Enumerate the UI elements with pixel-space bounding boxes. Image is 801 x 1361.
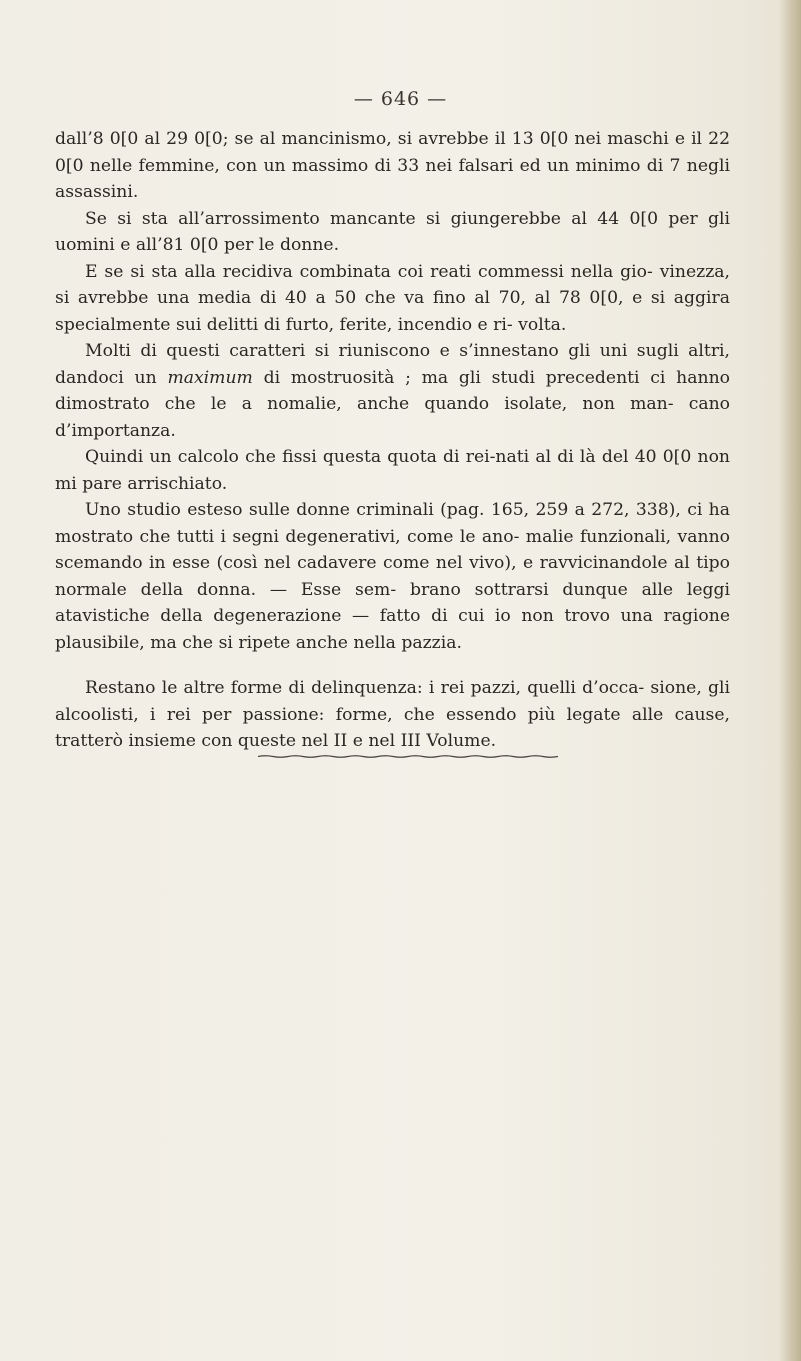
paragraph-7: Restano le altre forme di delinquenza: i rei pazzi, quelli d’occa- sione, gli alcoolisti, i rei per passione: forme, che essendo più legate alle cause, tratterò insieme con queste nel II e nel III Volume. xyxy=(55,678,730,751)
paragraph-1: dall’8 0[0 al 29 0[0; se al mancinismo, si avrebbe il 13 0[0 nei maschi e il 22 0[0 nelle femmine, con un massimo di 33 nei falsari ed un minimo di 7 negli assassini. xyxy=(55,129,730,202)
emphasis-maximum: maximum xyxy=(167,367,253,388)
paragraph-5: Quindi un calcolo che fissi questa quota di rei-nati al di là del 40 0[0 non mi pare arrischiato. xyxy=(55,447,730,494)
wavy-end-rule xyxy=(258,755,558,758)
paragraph-3: E se si sta alla recidiva combinata coi reati commessi nella gio- vinezza, si avrebbe una media di 40 a 50 che va fino al 70, al 78 0[0, e si aggira specialmente sui delitti di furto, ferite, incendio e ri- volta. xyxy=(55,261,730,335)
paragraph-2: Se si sta all’arrossimento mancante si giungerebbe al 44 0[0 per gli uomini e all’81 0[0 per le donne. xyxy=(55,208,730,255)
page-edge-shadow xyxy=(779,0,801,1361)
paragraph-6: Uno studio esteso sulle donne criminali (pag. 165, 259 a 272, 338), ci ha mostrato che tutti i segni degenerativi, come le ano- malie funzionali, vanno scemando in esse (così nel cadavere come nel vivo), e ravvicinandole al tipo normale della donna. — Esse sem- brano sottrarsi dunque alle leggi atavistiche della degenerazione — fatto di cui io non trovo una ragione plausibile, ma che si ripete anche nella pazzia. xyxy=(55,500,730,653)
paragraph-4 xyxy=(55,338,730,444)
paragraph-4-after: di mostruosità ; ma gli studi precedenti ci hanno dimostrato che le a nomalie, anche quando isolate, non man- cano d’importanza. xyxy=(55,367,730,441)
page-number: — 646 — xyxy=(353,88,448,110)
body-text xyxy=(55,126,730,755)
paragraph-4-before: Molti di questi caratteri si riuniscono e s’innestano gli uni sugli altri, dandoci un xyxy=(55,341,730,388)
